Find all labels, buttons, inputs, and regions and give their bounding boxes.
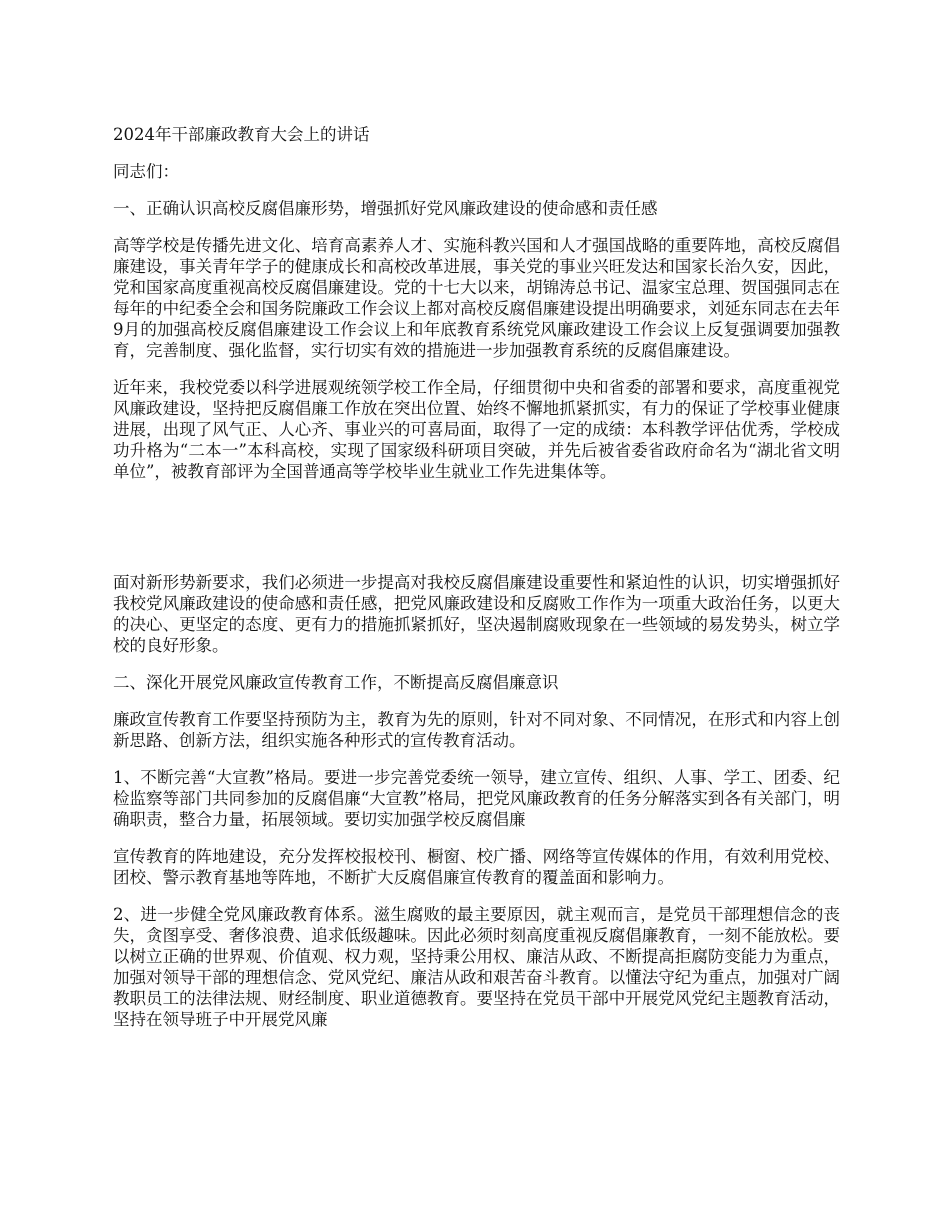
paragraph-7: 2、进一步健全党风廉政教育体系。滋生腐败的最主要原因，就主观而言，是党员干部理想信念的丧失，贪图享受、奢侈浪费、追求低级趣味。因此必须时刻高度重视反腐倡廉教育，一刻不能放松。要以树立正确的世界观、价值观、权力观，坚持秉公用权、廉洁从政、不断提高拒腐防变能力为重点，加强对领导干部的理想信念、党风党纪、廉洁从政和艰苦奋斗教育。以懂法守纪为重点，加强对广阔教职员工的法律法规、财经制度、职业道德教育。要坚持在党员干部中开展党风党纪主题教育活动，坚持在领导班子中开展党风廉: [113, 905, 840, 1029]
paragraph-3: 面对新形势新要求，我们必须进一步提高对我校反腐倡廉建设重要性和紧迫性的认识，切实增强抓好我校党风廉政建设的使命感和责任感，把党风廉政建设和反腐败工作作为一项重大政治任务，以更大的决心、更坚定的态度、更有力的措施抓紧抓好，坚决遏制腐败现象在一些领域的易发势头，树立学校的良好形象。: [113, 573, 840, 655]
document-title: 2024年干部廉政教育大会上的讲话: [113, 125, 370, 144]
paragraph-5: 1、不断完善“大宣教”格局。要进一步完善党委统一领导，建立宣传、组织、人事、学工、团委、纪检监察等部门共同参加的反腐倡廉“大宣教”格局，把党风廉政教育的任务分解落实到各有关部门，明确职责，整合力量，拓展领域。要切实加强学校反腐倡廉: [113, 768, 840, 829]
document-body: [113, 124, 840, 1046]
section-heading-1: 一、正确认识高校反腐倡廉形势，增强抓好党风廉政建设的使命感和责任感: [113, 199, 658, 218]
paragraph-4: 廉政宣传教育工作要坚持预防为主，教育为先的原则，针对不同对象、不同情况，在形式和内容上创新思路、创新方法，组织实施各种形式的宣传教育活动。: [113, 710, 840, 750]
paragraph-6: 宣传教育的阵地建设，充分发挥校报校刊、橱窗、校广播、网络等宣传媒体的作用，有效利用党校、团校、警示教育基地等阵地，不断扩大反腐倡廉宣传教育的覆盖面和影响力。: [113, 847, 840, 887]
salutation: 同志们：: [113, 162, 179, 181]
blank-gap: [113, 498, 840, 572]
paragraph-2: 近年来，我校党委以科学进展观统领学校工作全局，仔细贯彻中央和省委的部署和要求，高度重视党风廉政建设，坚持把反腐倡廉工作放在突出位置、始终不懈地抓紧抓实，有力的保证了学校事业健康进展，出现了风气正、人心齐、事业兴的可喜局面，取得了一定的成绩：本科教学评估优秀，学校成功升格为“二本一”本科高校，实现了国家级科研项目突破，并先后被省委省政府命名为“湖北省文明单位”，被教育部评为全国普通高等学校毕业生就业工作先进集体等。: [113, 378, 840, 481]
paragraph-1: 高等学校是传播先进文化、培育高素养人才、实施科教兴国和人才强国战略的重要阵地，高校反腐倡廉建设，事关青年学子的健康成长和高校改革进展，事关党的事业兴旺发达和国家长治久安，因此，党和国家高度重视高校反腐倡廉建设。党的十七大以来，胡锦涛总书记、温家宝总理、贺国强同志在每年的中纪委全会和国务院廉政工作会议上都对高校反腐倡廉建设提出明确要求，刘延东同志在去年9月的加强高校反腐倡廉建设工作会议上和年底教育系统党风廉政建设工作会议上反复强调要加强教育，完善制度、强化监督，实行切实有效的措施进一步加强教育系统的反腐倡廉建设。: [113, 236, 840, 360]
section-heading-2: 二、深化开展党风廉政宣传教育工作，不断提高反腐倡廉意识: [113, 673, 559, 692]
